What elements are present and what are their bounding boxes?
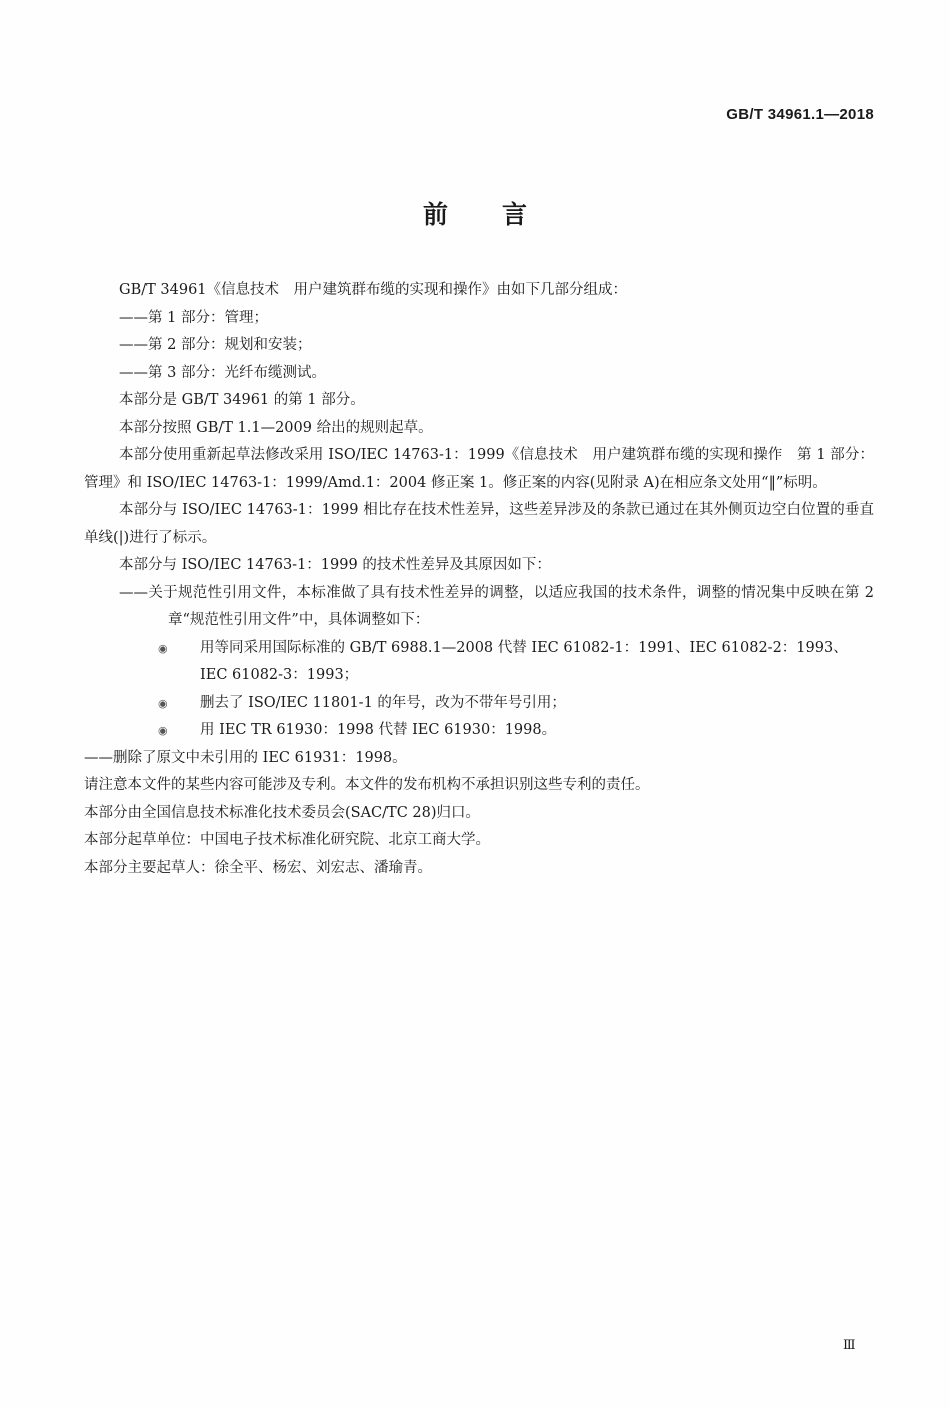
dash-item: ——关于规范性引用文件，本标准做了具有技术性差异的调整，以适应我国的技术条件，调整的情况集中反映在第 2 章“规范性引用文件”中，具体调整如下：: [119, 584, 874, 628]
paragraph: 本部分与 ISO/IEC 14763-1：1999 的技术性差异及其原因如下：: [119, 557, 551, 573]
bullet-text: 用等同采用国际标准的 GB/T 6988.1—2008 代替 IEC 61082-1：1991、IEC 61082-2：1993、IEC 61082-3：1993；: [200, 639, 848, 683]
paragraph: 本部分使用重新起草法修改采用 ISO/IEC 14763-1：1999《信息技术 用户建筑群布缆的实现和操作 第 1 部分：管理》和 ISO/IEC 14763-1：1999/Amd.1：2004 修正案 1。修正案的内容(见附录 A)在相应条文处用“‖”标明。: [84, 447, 874, 491]
paragraph: 请注意本文件的某些内容可能涉及专利。本文件的发布机构不承担识别这些专利的责任。: [84, 777, 650, 793]
dash-item: ——第 3 部分：光纤布缆测试。: [119, 364, 326, 381]
bullet-circle-icon: ◉: [158, 641, 168, 655]
bullet-circle-icon: ◉: [158, 696, 168, 710]
bullet-item: [84, 690, 874, 718]
dash-item: ——第 2 部分：规划和安装；: [119, 337, 312, 353]
paragraph: 本部分由全国信息技术标准化技术委员会(SAC/TC 28)归口。: [84, 804, 481, 821]
page-number: Ⅲ: [843, 1338, 856, 1353]
bullet-item: [84, 717, 874, 745]
bullet-item: [84, 635, 874, 690]
standard-code: GB/T 34961.1—2018: [726, 106, 874, 123]
paragraph: 本部分是 GB/T 34961 的第 1 部分。: [119, 392, 365, 408]
dash-item: ——删除了原文中未引用的 IEC 61931：1998。: [84, 749, 407, 766]
paragraph: GB/T 34961《信息技术 用户建筑群布缆的实现和操作》由如下几部分组成：: [119, 282, 628, 298]
paragraph: 本部分起草单位：中国电子技术标准化研究院、北京工商大学。: [84, 832, 490, 848]
page-title: 前言: [422, 200, 581, 229]
bullet-text: 用 IEC TR 61930：1998 代替 IEC 61930：1998。: [200, 722, 557, 738]
bullet-text: 删去了 ISO/IEC 11801-1 的年号，改为不带年号引用；: [200, 694, 566, 711]
paragraph: 本部分与 ISO/IEC 14763-1：1999 相比存在技术性差异，这些差异涉及的条款已通过在其外侧页边空白位置的垂直单线(|)进行了标示。: [84, 502, 874, 546]
foreword-body: [84, 277, 874, 882]
dash-item: ——第 1 部分：管理；: [119, 309, 268, 326]
bullet-circle-icon: ◉: [158, 724, 168, 737]
paragraph: 本部分主要起草人：徐全平、杨宏、刘宏志、潘瑜青。: [84, 859, 432, 876]
paragraph: 本部分按照 GB/T 1.1—2009 给出的规则起草。: [119, 419, 433, 436]
